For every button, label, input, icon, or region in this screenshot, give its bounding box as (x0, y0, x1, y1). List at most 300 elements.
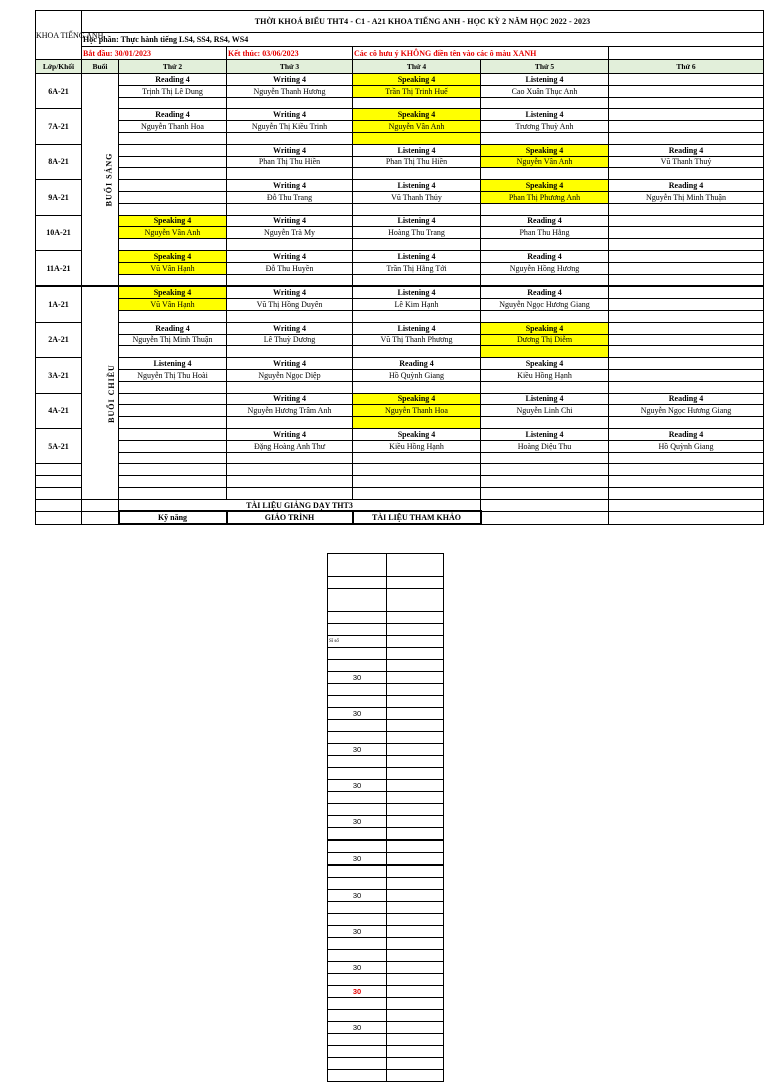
empty-cell[interactable] (227, 239, 353, 251)
empty-cell[interactable] (481, 417, 609, 429)
empty-cell[interactable] (119, 310, 227, 322)
empty-cell[interactable] (227, 346, 353, 358)
side-cell[interactable] (328, 938, 387, 950)
subject-cell[interactable]: Listening 4 (481, 428, 609, 440)
side-cell[interactable] (387, 914, 444, 926)
side-cell[interactable] (328, 914, 387, 926)
subject-cell[interactable] (119, 180, 227, 192)
side-cell[interactable] (387, 672, 444, 684)
side-cell[interactable] (387, 890, 444, 902)
teacher-cell[interactable] (609, 262, 764, 274)
side-cell[interactable] (387, 878, 444, 890)
class-size-value[interactable]: 30 (328, 816, 387, 828)
empty-cell[interactable] (609, 203, 764, 215)
empty-cell[interactable] (227, 464, 353, 476)
empty-cell[interactable] (481, 168, 609, 180)
side-cell[interactable] (328, 554, 387, 577)
side-row (328, 840, 444, 853)
side-cell[interactable] (387, 865, 444, 878)
empty-cell[interactable] (36, 476, 82, 488)
subject-cell[interactable]: Writing 4 (227, 144, 353, 156)
class-size-value[interactable]: 30 (328, 780, 387, 792)
side-cell[interactable] (387, 1022, 444, 1034)
teacher-cell[interactable] (609, 299, 764, 311)
subject-cell[interactable]: Writing 4 (227, 393, 353, 405)
class-name: 11A-21 (36, 250, 82, 286)
empty-cell[interactable] (481, 310, 609, 322)
subject-cell[interactable]: Listening 4 (119, 358, 227, 370)
side-cell[interactable] (328, 720, 387, 732)
class-size-value[interactable]: 30 (328, 986, 387, 998)
empty-cell[interactable] (609, 310, 764, 322)
subject-cell[interactable]: Reading 4 (609, 144, 764, 156)
teacher-cell[interactable]: Vũ Vân Hạnh (119, 299, 227, 311)
class-row (36, 286, 764, 298)
subject-cell[interactable]: Writing 4 (227, 358, 353, 370)
empty-cell[interactable] (353, 310, 481, 322)
empty-cell[interactable] (36, 487, 82, 499)
teacher-cell[interactable]: Hoàng Thu Trang (353, 227, 481, 239)
class-size-value[interactable]: 30 (328, 744, 387, 756)
subject-cell[interactable]: Reading 4 (481, 215, 609, 227)
teacher-cell[interactable]: Phan Thu Hằng (481, 227, 609, 239)
side-cell[interactable] (328, 684, 387, 696)
subject-cell[interactable]: Listening 4 (353, 144, 481, 156)
empty-cell[interactable] (227, 168, 353, 180)
subject-cell[interactable]: Reading 4 (481, 250, 609, 262)
subject-cell[interactable]: Speaking 4 (481, 322, 609, 334)
empty-cell[interactable] (119, 274, 227, 286)
class-size-value[interactable]: 30 (328, 926, 387, 938)
subject-cell[interactable]: Reading 4 (481, 286, 609, 298)
side-cell[interactable] (387, 1046, 444, 1058)
empty-cell[interactable] (119, 381, 227, 393)
teacher-cell[interactable]: Cao Xuân Thục Anh (481, 85, 609, 97)
side-cell[interactable] (387, 624, 444, 636)
class-size-label[interactable]: Sĩ số (328, 636, 387, 648)
empty-cell[interactable] (119, 476, 227, 488)
side-cell[interactable] (328, 660, 387, 672)
empty-cell[interactable] (119, 487, 227, 499)
teacher-cell[interactable]: Nguyễn Hồng Hương (481, 262, 609, 274)
teacher-cell[interactable]: Vũ Thị Hồng Duyên (227, 299, 353, 311)
side-cell[interactable] (328, 756, 387, 768)
subject-cell[interactable]: Speaking 4 (119, 286, 227, 298)
side-cell[interactable] (328, 950, 387, 962)
teacher-cell[interactable]: Lê Kim Hạnh (353, 299, 481, 311)
empty-cell[interactable] (609, 346, 764, 358)
teacher-cell[interactable]: Vũ Thanh Thủy (353, 191, 481, 203)
empty-cell[interactable] (353, 132, 481, 144)
empty-cell[interactable] (227, 132, 353, 144)
teacher-cell[interactable]: Vũ Thanh Thuỷ (609, 156, 764, 168)
empty-row (36, 476, 764, 488)
side-cell[interactable] (328, 589, 387, 612)
side-row (328, 816, 444, 828)
empty-cell[interactable] (227, 487, 353, 499)
subject-cell[interactable]: Reading 4 (609, 428, 764, 440)
side-cell[interactable] (328, 840, 387, 853)
teacher-cell[interactable]: Nguyễn Vân Anh (353, 121, 481, 133)
class-row (36, 121, 764, 133)
teacher-cell[interactable]: Trịnh Thị Lê Dung (119, 85, 227, 97)
subject-cell[interactable]: Reading 4 (119, 74, 227, 86)
side-cell[interactable] (328, 792, 387, 804)
class-size-value[interactable]: 30 (328, 672, 387, 684)
empty-cell[interactable] (353, 381, 481, 393)
teacher-cell[interactable]: Vũ Thị Thanh Phương (353, 334, 481, 346)
empty-cell[interactable] (353, 97, 481, 109)
side-row (328, 636, 444, 648)
side-row (328, 853, 444, 866)
empty-cell[interactable] (481, 381, 609, 393)
subject-cell[interactable]: Speaking 4 (119, 250, 227, 262)
empty-cell[interactable] (119, 132, 227, 144)
side-cell[interactable] (387, 962, 444, 974)
side-row (328, 998, 444, 1010)
side-cell[interactable] (387, 926, 444, 938)
teacher-cell[interactable]: Kiều Hồng Hạnh (481, 369, 609, 381)
class-row (36, 144, 764, 156)
side-row (328, 648, 444, 660)
class-name: 3A-21 (36, 358, 82, 393)
class-row (36, 203, 764, 215)
teacher-cell[interactable]: Nguyễn Vân Anh (481, 156, 609, 168)
side-cell[interactable] (328, 648, 387, 660)
class-row (36, 346, 764, 358)
side-cell[interactable] (387, 840, 444, 853)
empty-cell[interactable] (481, 346, 609, 358)
empty-cell[interactable] (609, 168, 764, 180)
side-cell[interactable] (387, 708, 444, 720)
side-cell[interactable] (328, 974, 387, 986)
empty-cell[interactable] (609, 452, 764, 464)
empty-cell[interactable] (227, 452, 353, 464)
side-cell[interactable] (328, 696, 387, 708)
teacher-cell[interactable]: Nguyễn Hương Trâm Anh (227, 405, 353, 417)
subject-cell[interactable]: Reading 4 (119, 322, 227, 334)
subject-cell[interactable] (609, 215, 764, 227)
subject-cell[interactable] (119, 144, 227, 156)
empty-cell[interactable] (353, 464, 481, 476)
side-cell[interactable] (328, 732, 387, 744)
teacher-cell[interactable] (609, 334, 764, 346)
side-cell[interactable] (387, 732, 444, 744)
subject-cell[interactable]: Writing 4 (227, 322, 353, 334)
subject-cell[interactable]: Listening 4 (353, 250, 481, 262)
side-cell[interactable] (387, 589, 444, 612)
empty-cell[interactable] (609, 464, 764, 476)
side-cell[interactable] (387, 780, 444, 792)
side-cell[interactable] (387, 744, 444, 756)
teacher-cell[interactable]: Phan Thị Thu Hiền (227, 156, 353, 168)
side-cell[interactable] (387, 1070, 444, 1082)
subject-cell[interactable] (609, 358, 764, 370)
empty-cell[interactable] (481, 274, 609, 286)
subject-cell[interactable] (609, 322, 764, 334)
side-cell[interactable] (387, 986, 444, 998)
side-cell[interactable] (387, 660, 444, 672)
side-cell[interactable] (387, 768, 444, 780)
subject-cell[interactable] (609, 286, 764, 298)
side-cell[interactable] (387, 853, 444, 866)
side-cell[interactable] (387, 612, 444, 624)
teacher-cell[interactable] (119, 440, 227, 452)
empty-cell[interactable] (609, 487, 764, 499)
subject-cell[interactable]: Reading 4 (609, 180, 764, 192)
subject-cell[interactable]: Speaking 4 (353, 393, 481, 405)
teacher-cell[interactable]: Trần Thị Trinh Huế (353, 85, 481, 97)
teacher-cell[interactable] (609, 85, 764, 97)
subject-cell[interactable]: Listening 4 (353, 322, 481, 334)
teacher-cell[interactable]: Nguyễn Thanh Hoa (119, 121, 227, 133)
class-size-value[interactable]: 30 (328, 1022, 387, 1034)
side-cell[interactable] (328, 1010, 387, 1022)
side-row (328, 914, 444, 926)
side-cell[interactable] (387, 804, 444, 816)
empty-cell[interactable] (353, 346, 481, 358)
subject-cell[interactable]: Listening 4 (353, 180, 481, 192)
subject-cell[interactable]: Writing 4 (227, 180, 353, 192)
side-cell[interactable] (387, 720, 444, 732)
teacher-cell[interactable]: Nguyễn Thanh Hương (227, 85, 353, 97)
footer-title-row (36, 499, 764, 511)
subject-cell[interactable]: Speaking 4 (353, 428, 481, 440)
empty-cell[interactable] (119, 452, 227, 464)
side-cell[interactable] (387, 636, 444, 648)
empty-cell[interactable] (609, 97, 764, 109)
teacher-cell[interactable]: Phan Thị Phương Anh (481, 191, 609, 203)
subject-cell[interactable]: Speaking 4 (119, 215, 227, 227)
side-cell[interactable] (387, 792, 444, 804)
empty-cell[interactable] (119, 97, 227, 109)
teacher-cell[interactable] (119, 156, 227, 168)
teacher-cell[interactable] (609, 227, 764, 239)
empty-cell[interactable] (481, 464, 609, 476)
empty-cell[interactable] (353, 452, 481, 464)
class-size-value[interactable]: 30 (328, 708, 387, 720)
side-cell[interactable] (387, 684, 444, 696)
side-cell[interactable] (387, 998, 444, 1010)
empty-cell[interactable] (119, 203, 227, 215)
side-cell[interactable] (328, 902, 387, 914)
subject-cell[interactable]: Writing 4 (227, 286, 353, 298)
side-row (328, 612, 444, 624)
timetable (35, 10, 764, 525)
side-cell[interactable] (328, 878, 387, 890)
side-cell[interactable] (387, 648, 444, 660)
empty-cell[interactable] (609, 132, 764, 144)
empty-cell[interactable] (353, 239, 481, 251)
subject-cell[interactable]: Speaking 4 (481, 180, 609, 192)
empty-cell[interactable] (481, 239, 609, 251)
empty-cell[interactable] (353, 487, 481, 499)
teacher-cell[interactable] (119, 191, 227, 203)
empty-cell[interactable] (36, 464, 82, 476)
side-cell[interactable] (328, 624, 387, 636)
side-cell[interactable] (328, 865, 387, 878)
empty-cell[interactable] (481, 476, 609, 488)
empty-cell[interactable] (609, 417, 764, 429)
teacher-cell[interactable]: Trương Thuỳ Anh (481, 121, 609, 133)
subject-cell[interactable]: Writing 4 (227, 109, 353, 121)
side-row (328, 720, 444, 732)
teacher-cell[interactable]: Nguyễn Linh Chi (481, 405, 609, 417)
class-row (36, 97, 764, 109)
teacher-cell[interactable]: Nguyễn Ngọc Diệp (227, 369, 353, 381)
teacher-cell[interactable]: Hoàng Diệu Thu (481, 440, 609, 452)
teacher-cell[interactable]: Hồ Quỳnh Giang (609, 440, 764, 452)
textbook-header: GIÁO TRÌNH (227, 511, 353, 524)
subject-cell[interactable] (609, 109, 764, 121)
teacher-cell[interactable]: Vũ Vân Hạnh (119, 262, 227, 274)
teacher-cell[interactable]: Hồ Quỳnh Giang (353, 369, 481, 381)
empty-cell[interactable] (481, 452, 609, 464)
teacher-cell[interactable] (119, 405, 227, 417)
subject-cell[interactable] (119, 393, 227, 405)
side-cell[interactable] (328, 1058, 387, 1070)
teacher-cell[interactable]: Nguyễn Thanh Hoa (353, 405, 481, 417)
session-afternoon (82, 286, 119, 499)
side-cell[interactable] (328, 828, 387, 841)
subject-cell[interactable] (609, 250, 764, 262)
subject-cell[interactable]: Listening 4 (353, 215, 481, 227)
teacher-cell[interactable]: Nguyễn Trà My (227, 227, 353, 239)
side-cell[interactable] (328, 768, 387, 780)
side-cell[interactable] (387, 554, 444, 577)
side-cell[interactable] (387, 938, 444, 950)
side-cell[interactable] (387, 1034, 444, 1046)
empty-cell[interactable] (119, 168, 227, 180)
subject-cell[interactable]: Writing 4 (227, 215, 353, 227)
side-cell[interactable] (387, 902, 444, 914)
empty-cell[interactable] (119, 417, 227, 429)
empty-cell[interactable] (481, 132, 609, 144)
teacher-cell[interactable]: Dương Thị Diễm (481, 334, 609, 346)
side-cell[interactable] (387, 950, 444, 962)
subject-cell[interactable]: Reading 4 (353, 358, 481, 370)
empty-cell[interactable] (227, 274, 353, 286)
subject-cell[interactable]: Listening 4 (481, 109, 609, 121)
teacher-cell[interactable]: Kiều Hồng Hạnh (353, 440, 481, 452)
subject-cell[interactable]: Writing 4 (227, 250, 353, 262)
teacher-cell[interactable]: Lê Thuỳ Dương (227, 334, 353, 346)
teacher-cell[interactable]: Nguyễn Thị Minh Thuận (609, 191, 764, 203)
teacher-cell[interactable]: Đỗ Thu Huyền (227, 262, 353, 274)
teacher-cell[interactable]: Nguyễn Vân Anh (119, 227, 227, 239)
teacher-cell[interactable] (609, 121, 764, 133)
side-cell[interactable] (387, 696, 444, 708)
end-date: Kết thúc: 03/06/2023 (227, 47, 353, 60)
empty-cell[interactable] (609, 274, 764, 286)
side-cell[interactable] (387, 577, 444, 589)
side-row (328, 732, 444, 744)
empty-cell[interactable] (609, 381, 764, 393)
class-row (36, 358, 764, 370)
subject-cell[interactable]: Speaking 4 (481, 358, 609, 370)
teacher-cell[interactable] (609, 369, 764, 381)
teacher-cell[interactable]: Nguyễn Ngọc Hương Giang (481, 299, 609, 311)
empty-cell[interactable] (609, 476, 764, 488)
side-cell[interactable] (387, 756, 444, 768)
class-name: 5A-21 (36, 428, 82, 463)
class-row (36, 440, 764, 452)
class-size-value[interactable]: 30 (328, 962, 387, 974)
col-header-session: Buổi (82, 60, 119, 74)
side-cell[interactable] (387, 1010, 444, 1022)
teacher-cell[interactable]: Nguyễn Thị Kiều Trinh (227, 121, 353, 133)
side-cell[interactable] (328, 1070, 387, 1082)
class-size-value[interactable]: 30 (328, 853, 387, 866)
class-size-value[interactable]: 30 (328, 890, 387, 902)
empty-cell[interactable] (119, 239, 227, 251)
subject-cell[interactable] (119, 428, 227, 440)
empty-cell[interactable] (227, 381, 353, 393)
empty-cell[interactable] (481, 487, 609, 499)
side-cell[interactable] (387, 1058, 444, 1070)
subject-cell[interactable]: Speaking 4 (353, 74, 481, 86)
empty-cell[interactable] (119, 346, 227, 358)
empty-cell[interactable] (353, 168, 481, 180)
subject-cell[interactable]: Listening 4 (481, 393, 609, 405)
subject-cell[interactable]: Writing 4 (227, 74, 353, 86)
side-cell[interactable] (328, 1034, 387, 1046)
subject-cell[interactable]: Listening 4 (353, 286, 481, 298)
teacher-cell[interactable]: Nguyễn Thị Minh Thuận (119, 334, 227, 346)
empty-cell[interactable] (353, 274, 481, 286)
side-cell[interactable] (387, 828, 444, 841)
empty-cell[interactable] (481, 97, 609, 109)
subject-cell[interactable] (609, 74, 764, 86)
empty-cell[interactable] (227, 203, 353, 215)
empty-cell[interactable] (609, 239, 764, 251)
side-cell[interactable] (328, 998, 387, 1010)
class-row (36, 334, 764, 346)
empty-cell[interactable] (353, 203, 481, 215)
side-cell[interactable] (328, 1046, 387, 1058)
class-row (36, 239, 764, 251)
empty-cell[interactable] (119, 464, 227, 476)
subject-cell[interactable]: Writing 4 (227, 428, 353, 440)
empty-cell[interactable] (481, 203, 609, 215)
teacher-cell[interactable]: Đặng Hoàng Anh Thư (227, 440, 353, 452)
subject-cell[interactable]: Listening 4 (481, 74, 609, 86)
side-cell[interactable] (328, 804, 387, 816)
empty-cell[interactable] (227, 97, 353, 109)
empty-cell[interactable] (353, 476, 481, 488)
side-cell[interactable] (328, 612, 387, 624)
empty-cell[interactable] (227, 310, 353, 322)
empty-cell[interactable] (227, 476, 353, 488)
side-row (328, 950, 444, 962)
subject-cell[interactable]: Speaking 4 (481, 144, 609, 156)
teacher-cell[interactable]: Phan Thị Thu Hiền (353, 156, 481, 168)
teacher-cell[interactable]: Đỗ Thu Trang (227, 191, 353, 203)
subject-cell[interactable]: Reading 4 (609, 393, 764, 405)
teacher-cell[interactable]: Nguyễn Ngọc Hương Giang (609, 405, 764, 417)
class-name: 8A-21 (36, 144, 82, 179)
teacher-cell[interactable]: Trần Thị Hằng Tới (353, 262, 481, 274)
side-cell[interactable] (387, 816, 444, 828)
materials-title: TÀI LIỆU GIẢNG DẠY THT3 (119, 499, 481, 511)
teacher-cell[interactable]: Nguyễn Thị Thu Hoài (119, 369, 227, 381)
empty-cell[interactable] (353, 417, 481, 429)
empty-cell[interactable] (227, 417, 353, 429)
side-cell[interactable] (387, 974, 444, 986)
subject-cell[interactable]: Reading 4 (119, 109, 227, 121)
side-cell[interactable] (328, 577, 387, 589)
subject-cell[interactable]: Speaking 4 (353, 109, 481, 121)
